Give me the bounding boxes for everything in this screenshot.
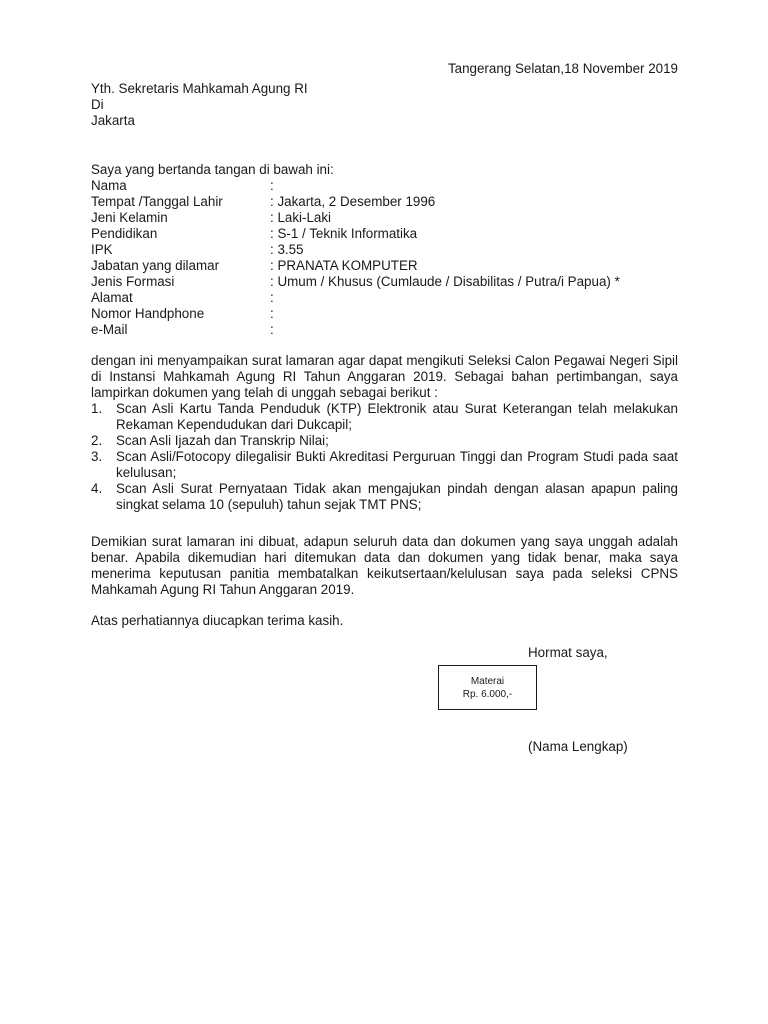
list-number: 3.: [91, 449, 103, 464]
document-list: [91, 401, 678, 513]
field-jenis-kelamin: [91, 210, 691, 226]
list-item: [91, 433, 678, 449]
field-label: Jeni Kelamin: [91, 210, 168, 225]
field-label: Jenis Formasi: [91, 274, 175, 289]
field-value: : Laki-Laki: [270, 210, 332, 225]
body-paragraph-1: dengan ini menyampaikan surat lamaran agar dapat mengikuti Seleksi Calon Pegawai Negeri Sipil di Instansi Mahkamah Agung RI Tahun Anggaran 2019. Sebagai bahan pertimbangan, saya lampirkan dokumen yang telah di unggah sebagai berikut :: [91, 353, 678, 400]
field-email: [91, 322, 691, 338]
field-value: :: [270, 306, 274, 321]
signature-name: (Nama Lengkap): [528, 739, 628, 754]
field-value: :: [270, 322, 274, 337]
field-jabatan: [91, 258, 691, 274]
field-value: :: [270, 290, 274, 305]
list-text: Scan Asli Kartu Tanda Penduduk (KTP) Elektronik atau Surat Keterangan telah melakukan Rekaman Kependudukan dari Dukcapil;: [116, 401, 678, 432]
field-jenis-formasi: [91, 274, 691, 290]
list-text: Scan Asli Surat Pernyataan Tidak akan mengajukan pindah dengan alasan apapun paling singkat selama 10 (sepuluh) tahun sejak TMT PNS;: [116, 481, 678, 512]
recipient-line: Yth. Sekretaris Mahkamah Agung RI: [91, 81, 308, 96]
field-label: Tempat /Tanggal Lahir: [91, 194, 223, 209]
place-date: Tangerang Selatan,18 November 2019: [447, 61, 678, 76]
field-value: : S-1 / Teknik Informatika: [270, 226, 418, 241]
field-label: IPK: [91, 242, 113, 257]
list-item: [91, 481, 678, 513]
recipient-line: Jakarta: [91, 113, 135, 128]
intro-text: Saya yang bertanda tangan di bawah ini:: [91, 162, 334, 177]
field-label: Jabatan yang dilamar: [91, 258, 220, 273]
list-item: [91, 401, 678, 433]
list-text: Scan Asli Ijazah dan Transkrip Nilai;: [116, 433, 329, 448]
field-value: : Umum / Khusus (Cumlaude / Disabilitas / Putra/i Papua) *: [270, 274, 620, 289]
field-label: Nama: [91, 178, 127, 193]
thanks-paragraph: Atas perhatiannya diucapkan terima kasih.: [91, 613, 344, 628]
recipient-block: [91, 81, 308, 129]
field-label: Pendidikan: [91, 226, 158, 241]
list-number: 4.: [91, 481, 103, 496]
closing-salutation: Hormat saya,: [528, 645, 608, 660]
stamp-label: Materai: [470, 676, 505, 687]
list-text: Scan Asli/Fotocopy dilegalisir Bukti Akreditasi Perguruan Tinggi dan Program Studi pada saat kelulusan;: [116, 449, 678, 480]
list-number: 1.: [91, 401, 103, 416]
materai-stamp-box: [438, 665, 537, 710]
field-alamat: [91, 290, 691, 306]
field-value: : 3.55: [270, 242, 304, 257]
field-label: Alamat: [91, 290, 133, 305]
field-label: e-Mail: [91, 322, 128, 337]
field-ipk: [91, 242, 691, 258]
field-tempat-tanggal-lahir: [91, 194, 691, 210]
list-item: [91, 449, 678, 481]
field-value: : Jakarta, 2 Desember 1996: [270, 194, 436, 209]
field-nomor-handphone: [91, 306, 691, 322]
list-number: 2.: [91, 433, 103, 448]
body-paragraph-2: Demikian surat lamaran ini dibuat, adapun seluruh data dan dokumen yang saya unggah adalah benar. Apabila dikemudian hari ditemukan data dan dokumen yang tidak benar, maka saya menerima keputusan panitia membatalkan keikutsertaan/kelulusan saya pada seleksi CPNS Mahkamah Agung RI Tahun Anggaran 2019.: [91, 534, 678, 597]
stamp-value: Rp. 6.000,-: [462, 689, 513, 700]
field-value: : PRANATA KOMPUTER: [270, 258, 418, 273]
field-label: Nomor Handphone: [91, 306, 205, 321]
applicant-fields: [91, 178, 691, 338]
field-value: :: [270, 178, 274, 193]
recipient-line: Di: [91, 97, 104, 112]
field-nama: [91, 178, 691, 194]
field-pendidikan: [91, 226, 691, 242]
